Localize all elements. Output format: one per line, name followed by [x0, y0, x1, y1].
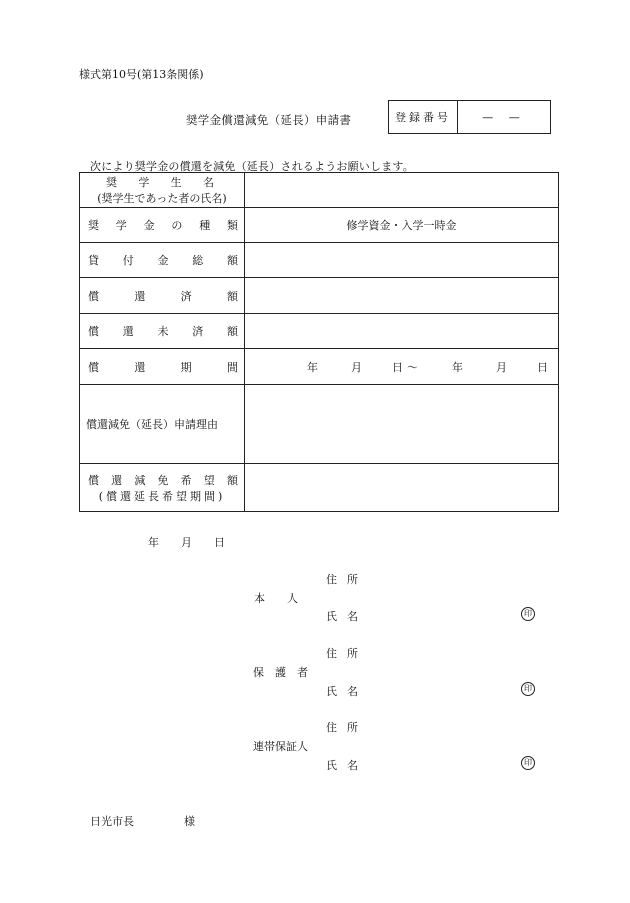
label-scholarship-type: 奨 学 金 の 種 類 [80, 208, 245, 243]
address-label: 住所 [326, 647, 368, 660]
label-reason: 償還減免（延長）申請理由 [80, 385, 245, 464]
address-label: 住所 [326, 573, 368, 586]
addressee-name: 日光市長 [90, 815, 134, 828]
scholarship-type-value[interactable]: 修学資金・入学一時金 [245, 208, 559, 243]
label-scholar-name-sub: (奨学生であった者の氏名) [97, 192, 227, 205]
intro-text: 次により奨学金の償還を減免（延長）されるようお願いします。 [90, 160, 414, 173]
addressee-honorific: 様 [184, 815, 195, 828]
table-row [80, 464, 559, 512]
loan-total-field[interactable] [245, 243, 559, 278]
address-label: 住所 [326, 721, 368, 734]
label-scholar-name: 奨 学 生 名 (奨学生であった者の氏名) [80, 173, 245, 208]
repaid-amount-field[interactable] [245, 278, 559, 314]
table-row [80, 278, 559, 314]
unpaid-amount-field[interactable] [245, 314, 559, 349]
form-number: 様式第10号(第13条関係) [79, 68, 204, 81]
name-label: 氏名 [326, 759, 368, 772]
label-desired-period-sub: (償還延長希望期間) [98, 489, 226, 503]
registration-number-box [388, 100, 551, 134]
document-title: 奨学金償還減免（延長）申請書 [186, 113, 352, 127]
name-label: 氏名 [326, 610, 368, 623]
label-unpaid-amount: 償 還 未 済 額 [80, 314, 245, 349]
party-label-guarantor: 連帯保証人 [253, 740, 308, 753]
table-row [80, 314, 559, 349]
party-label-guardian: 保 護 者 [253, 666, 308, 679]
label-loan-total: 貸 付 金 総 額 [80, 243, 245, 278]
party-label-self: 本 人 [254, 592, 298, 605]
table-row [80, 385, 559, 464]
scholar-name-field[interactable] [245, 173, 559, 208]
table-row [80, 349, 559, 385]
table-row [80, 173, 559, 208]
reason-field[interactable] [245, 385, 559, 464]
seal-icon: 印 [521, 607, 535, 621]
application-table [79, 172, 559, 512]
repayment-period-field[interactable]: 年 月 日 〜 年 月 日 [245, 349, 559, 385]
desired-amount-field[interactable] [245, 464, 559, 512]
label-repayment-period: 償 還 期 間 [80, 349, 245, 385]
table-row [80, 243, 559, 278]
application-date[interactable]: 年 月 日 [148, 536, 225, 549]
label-repaid-amount: 償 還 済 額 [80, 278, 245, 314]
name-label: 氏名 [326, 685, 368, 698]
seal-icon: 印 [521, 756, 535, 770]
registration-number-label: 登録番号 [389, 101, 458, 133]
table-row [80, 208, 559, 243]
seal-icon: 印 [521, 682, 535, 696]
registration-number-field[interactable]: — — [482, 110, 526, 124]
label-desired-amount: 償 還 減 免 希 望 額 (償還延長希望期間) [80, 464, 245, 512]
